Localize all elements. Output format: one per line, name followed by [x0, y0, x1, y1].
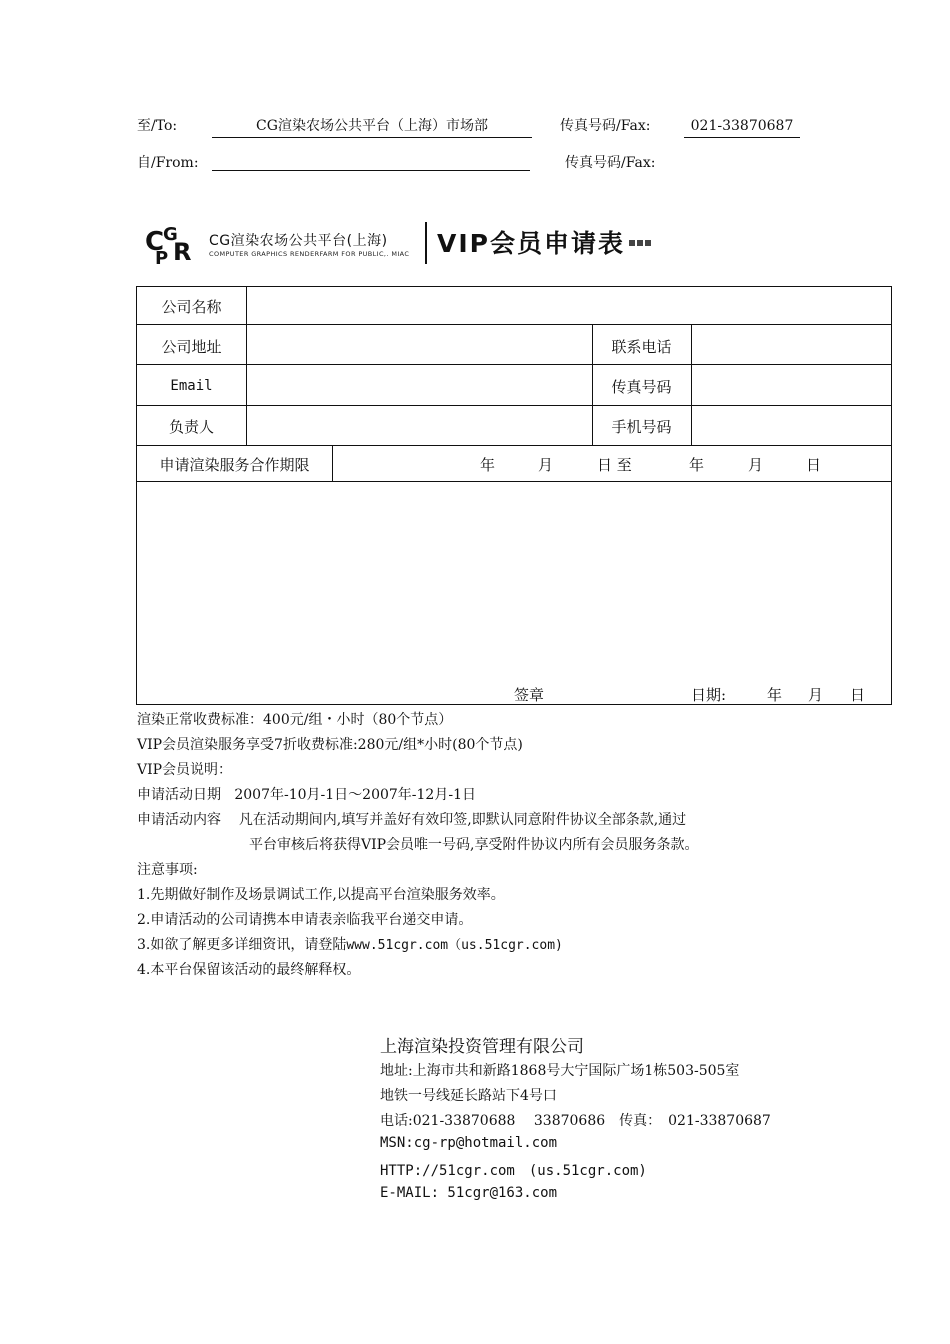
- activity-content-label: 申请活动内容: [137, 812, 221, 828]
- company-address: 地址:上海市共和新路1868号大宁国际广场1栋503-505室: [380, 1063, 740, 1079]
- period-year-2: 年: [689, 456, 705, 474]
- fax-from-row: [137, 152, 199, 174]
- period-month-2: 月: [748, 456, 764, 474]
- company-phone: 电话:021-33870688 33870686 传真： 021-33870687: [380, 1113, 771, 1129]
- website-link[interactable]: www.51cgr.com（us.51cgr.com): [346, 938, 563, 953]
- logo-en-name: COMPUTER GRAPHICS RENDERFARM FOR PUBLIC,. MIAC: [209, 250, 410, 258]
- to-value: CG渲染农场公共平台（上海）市场部: [212, 115, 532, 138]
- note-item-3: [137, 933, 563, 958]
- activity-date-value: 2007年-10月-1日～2007年-12月-1日: [234, 787, 476, 803]
- note-vip-heading: VIP会员说明：: [137, 762, 233, 778]
- date-day: 日: [850, 686, 866, 704]
- fax-number-label: 传真号码: [611, 378, 672, 396]
- row-divider: [137, 445, 891, 446]
- company-address-input[interactable]: [247, 325, 592, 364]
- logo-cn-name: CG渲染农场公共平台(上海): [209, 233, 388, 249]
- period-label: 申请渲染服务合作期限: [159, 456, 310, 474]
- email-input[interactable]: [247, 365, 592, 405]
- company-name-label: 公司名称: [161, 298, 222, 316]
- to-label: 至/To:: [137, 118, 178, 134]
- date-month: 月: [808, 686, 824, 704]
- period-year-1: 年: [480, 456, 496, 474]
- note-activity-date: [137, 783, 476, 807]
- activity-content-value: 凡在活动期间内,填写并盖好有效印签,即默认同意附件协议全部条款,通过: [238, 812, 687, 828]
- mobile-input[interactable]: [692, 406, 891, 445]
- note-activity-content-cont: 平台审核后将获得VIP会员唯一号码,享受附件协议内所有会员服务条款。: [249, 837, 699, 853]
- period-day-2: 日: [806, 456, 822, 474]
- note-vip-fee: VIP会员渲染服务享受7折收费标准:280元/组*小时(80个节点): [137, 737, 523, 753]
- company-name: 上海渲染投资管理有限公司: [380, 1037, 584, 1057]
- svg-text:G: G: [163, 224, 178, 245]
- form-title: VIP会员申请表: [437, 229, 625, 258]
- application-form: [136, 286, 892, 705]
- fax-label-to: 传真号码/Fax:: [560, 118, 651, 134]
- signature-area[interactable]: [137, 482, 891, 704]
- date-year: 年: [767, 686, 783, 704]
- company-name-input[interactable]: [247, 287, 891, 324]
- note-item-2: 2.申请活动的公司请携本申请表亲临我平台递交申请。: [137, 912, 473, 928]
- person-in-charge-label: 负责人: [168, 418, 214, 436]
- from-input-line[interactable]: [212, 170, 530, 171]
- company-msn: MSN:cg-rp@hotmail.com: [380, 1135, 558, 1151]
- cgpr-logo-icon: [143, 220, 201, 266]
- note-activity-content: [137, 808, 686, 832]
- fax-to-row: [137, 115, 177, 137]
- note-item-1: 1.先期做好制作及场景调试工作,以提高平台渲染服务效率。: [137, 887, 505, 903]
- svg-text:P: P: [155, 248, 169, 266]
- company-address-label: 公司地址: [161, 338, 222, 356]
- decor-squares-icon: [629, 234, 653, 250]
- email-label: Email: [170, 378, 213, 394]
- col-divider: [332, 445, 333, 481]
- fax-number-input[interactable]: [692, 365, 891, 405]
- period-month-1: 月: [538, 456, 554, 474]
- company-metro: 地铁一号线延长路站下4号口: [380, 1088, 557, 1104]
- mobile-label: 手机号码: [611, 418, 672, 436]
- period-day-to: 日 至: [597, 456, 632, 474]
- svg-text:C: C: [145, 227, 165, 257]
- logo-divider: [425, 222, 427, 264]
- note-item-3-text: 3.如欲了解更多详细资讯，请登陆: [137, 937, 347, 953]
- note-standard-fee: 渲染正常收费标准：400元/组・小时（80个节点）: [137, 712, 453, 728]
- fax-value-to: 021-33870687: [684, 115, 800, 138]
- logo-banner: [143, 218, 663, 266]
- note-attention-heading: 注意事项:: [137, 862, 198, 878]
- contact-phone-input[interactable]: [692, 325, 891, 364]
- activity-date-label: 申请活动日期: [137, 787, 221, 803]
- from-label: 自/From:: [137, 155, 199, 171]
- fax-label-from: 传真号码/Fax:: [565, 155, 656, 171]
- seal-label: 签章: [514, 686, 545, 704]
- company-http[interactable]: HTTP://51cgr.com (us.51cgr.com): [380, 1163, 647, 1179]
- contact-phone-label: 联系电话: [611, 338, 672, 356]
- person-in-charge-input[interactable]: [247, 406, 592, 445]
- company-email[interactable]: E-MAIL: 51cgr@163.com: [380, 1185, 558, 1201]
- note-item-4: 4.本平台保留该活动的最终解释权。: [137, 962, 361, 978]
- date-label: 日期:: [691, 686, 727, 704]
- svg-text:R: R: [173, 238, 192, 266]
